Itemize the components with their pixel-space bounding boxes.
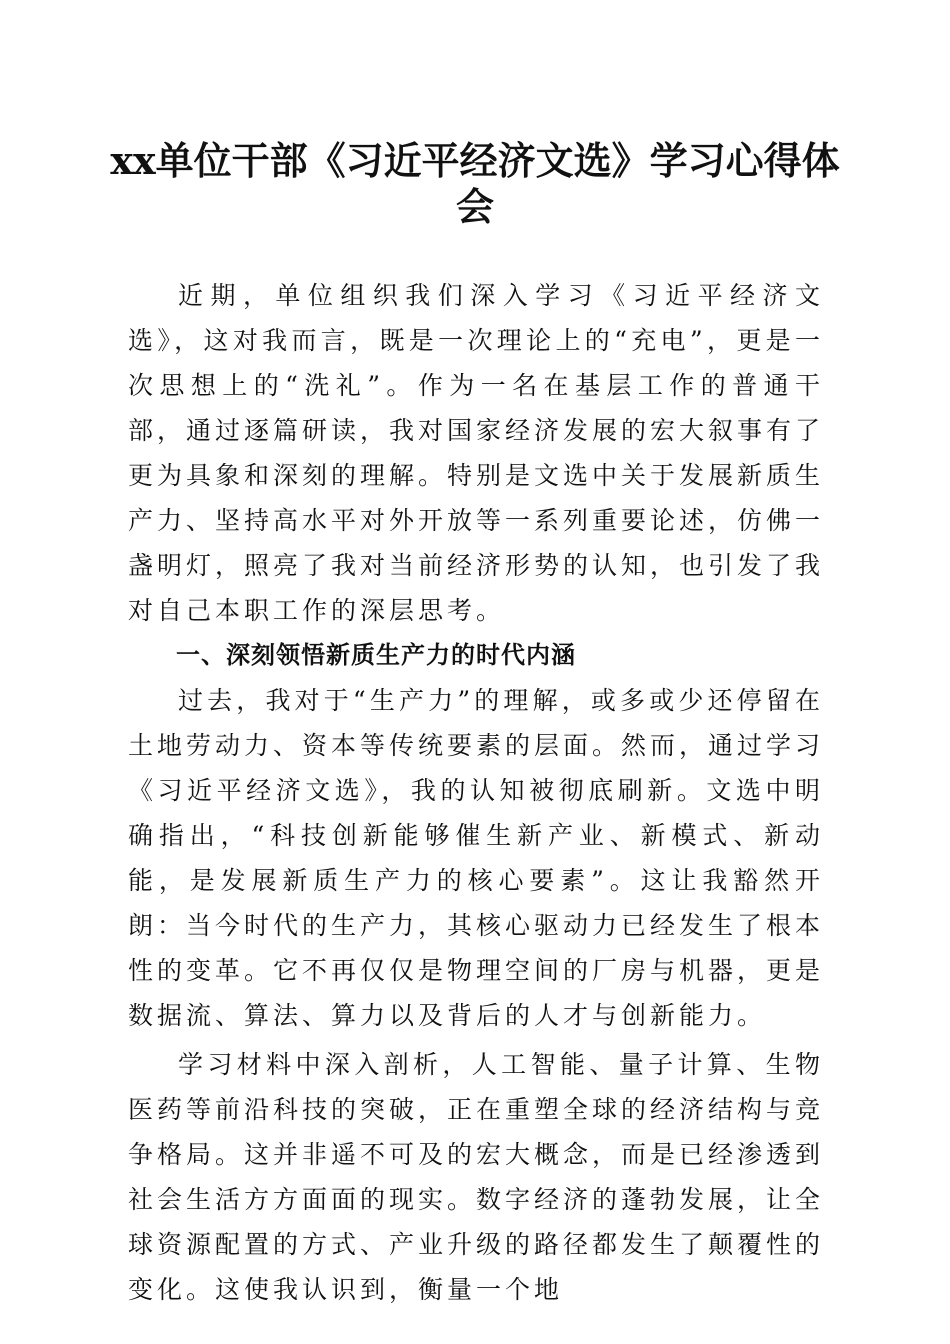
document-title: xx单位干部《习近平经济文选》学习心得体会 [110,138,840,229]
paragraph-intro: 近期，单位组织我们深入学习《习近平经济文选》，这对我而言，既是一次理论上的“充电”，更是一次思想上的“洗礼”。作为一名在基层工作的普通干部，通过逐篇研读，我对国家经济发展的宏大叙事有了更为具象和深刻的理解。特别是文选中关于发展新质生产力、坚持高水平对外开放等一系列重要论述，仿佛一盏明灯，照亮了我对当前经济形势的认知，也引发了我对自己本职工作的深层思考。 [128,281,825,625]
document-body [128,273,824,1312]
section-heading: 一、深刻领悟新质生产力的时代内涵 [176,641,576,669]
paragraph-technology: 学习材料中深入剖析，人工智能、量子计算、生物医药等前沿科技的突破，正在重塑全球的经济结构与竞争格局。这并非遥不可及的宏大概念，而是已经渗透到社会生活方方面面的现实。数字经济的蓬勃发展，让全球资源配置的方式、产业升级的路径都发生了颠覆性的变化。这使我认识到，衡量一个地 [128,1050,825,1304]
paragraph-productivity: 过去，我对于“生产力”的理解，或多或少还停留在土地劳动力、资本等传统要素的层面。然而，通过学习《习近平经济文选》，我的认知被彻底刷新。文选中明确指出，“科技创新能够催生新产业、新模式、新动能，是发展新质生产力的核心要素”。这让我豁然开朗：当今时代的生产力，其核心驱动力已经发生了根本性的变革。它不再仅仅是物理空间的厂房与机器，更是数据流、算法、算力以及背后的人才与创新能力。 [128,686,825,1030]
